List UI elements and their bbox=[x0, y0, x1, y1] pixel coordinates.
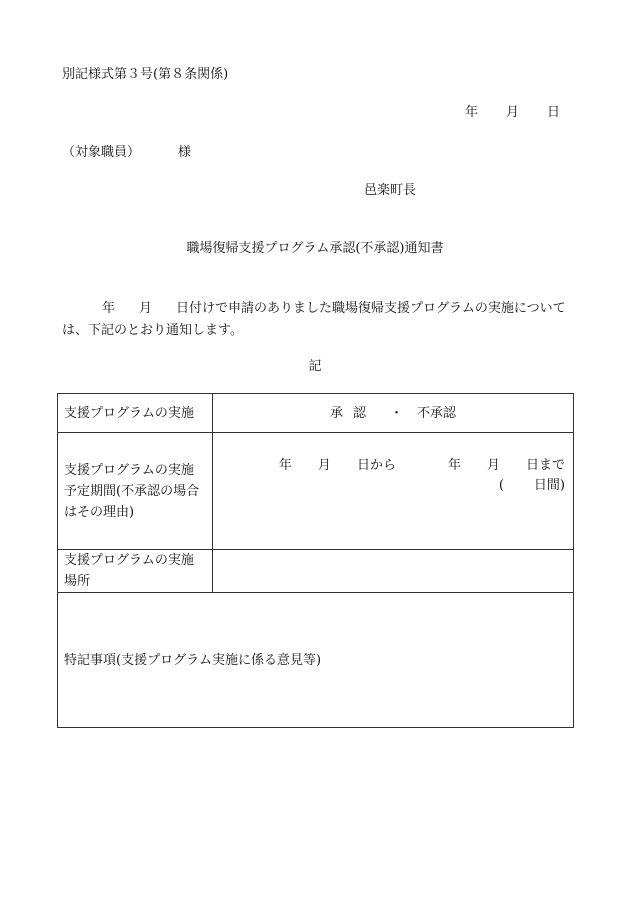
location-value-cell[interactable] bbox=[213, 550, 574, 593]
table-row bbox=[58, 593, 574, 728]
recipient-honorific: 様 bbox=[178, 145, 192, 160]
body-paragraph bbox=[62, 298, 567, 342]
body-month: 月 bbox=[139, 301, 153, 316]
period-days bbox=[499, 475, 565, 496]
separator-dot: ・ bbox=[389, 405, 403, 421]
ki-heading: 記 bbox=[308, 359, 322, 374]
table-row bbox=[58, 550, 574, 593]
body-year: 年 bbox=[102, 301, 116, 316]
location-label: 支援プログラムの実施場所 bbox=[58, 550, 213, 593]
to-month: 月 bbox=[486, 458, 500, 473]
recipient bbox=[62, 146, 191, 159]
sender-name: 邑楽町長 bbox=[364, 183, 417, 198]
remarks-cell[interactable] bbox=[58, 593, 574, 728]
issue-date bbox=[465, 106, 560, 119]
days-label: 日間) bbox=[533, 478, 565, 493]
date-day-label: 日 bbox=[546, 105, 560, 120]
from-month: 月 bbox=[317, 458, 331, 473]
recipient-label: （対象職員） bbox=[62, 145, 141, 160]
table-row bbox=[58, 433, 574, 550]
approval-status-cell[interactable] bbox=[213, 394, 574, 433]
form-number: 別記様式第３号(第８条関係) bbox=[62, 67, 229, 82]
table-row bbox=[58, 394, 574, 433]
period-value-cell[interactable] bbox=[213, 433, 574, 550]
body-text: 日付けで申請のありました職場復帰支援プログラムの実施については、下記のとおり通知します。 bbox=[62, 301, 566, 338]
from-year: 年 bbox=[278, 458, 292, 473]
reject-option[interactable]: 不承認 bbox=[417, 405, 457, 421]
date-month-label: 月 bbox=[505, 105, 519, 120]
to-day: 日まで bbox=[525, 458, 565, 473]
days-paren-open: ( bbox=[498, 478, 504, 493]
implementation-label: 支援プログラムの実施 bbox=[58, 394, 213, 433]
from-day: 日から bbox=[356, 458, 396, 473]
program-table bbox=[57, 393, 574, 728]
to-year: 年 bbox=[447, 458, 461, 473]
period-label: 支援プログラムの実施予定期間(不承認の場合はその理由) bbox=[58, 433, 213, 550]
period-range bbox=[279, 455, 565, 476]
date-year-label: 年 bbox=[464, 105, 478, 120]
document-title: 職場復帰支援プログラム承認(不承認)通知書 bbox=[186, 241, 444, 256]
approve-option[interactable]: 承認 bbox=[329, 405, 376, 421]
remarks-label: 特記事項(支援プログラム実施に係る意見等) bbox=[64, 652, 322, 668]
